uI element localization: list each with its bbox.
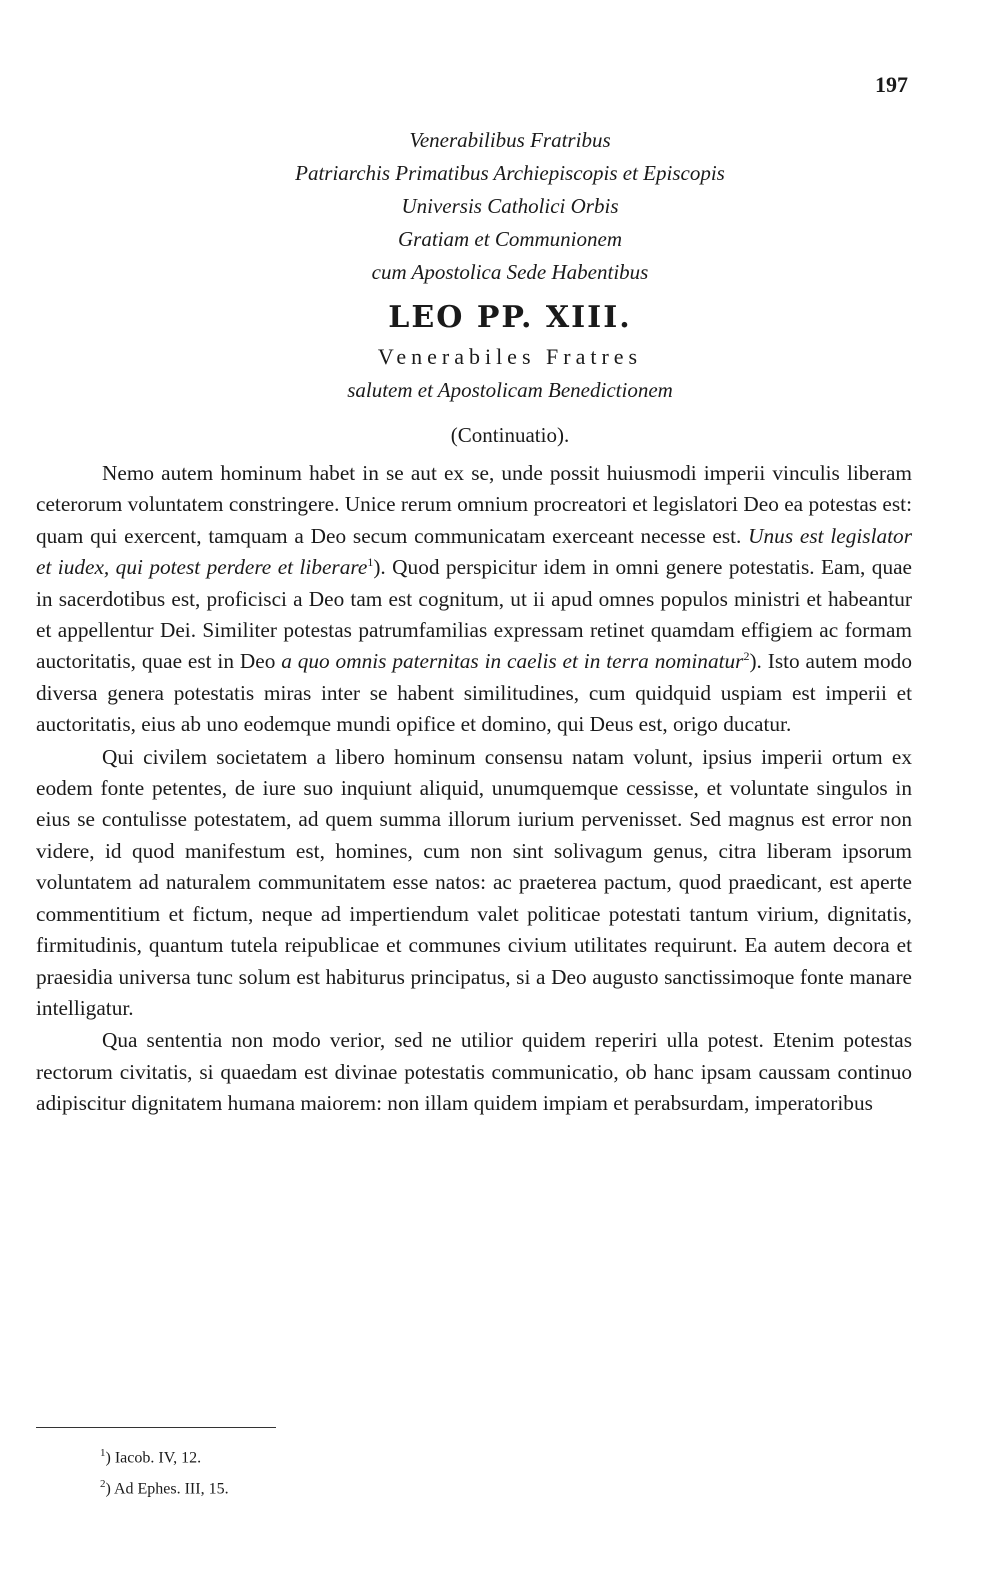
- footnote: [100, 1440, 500, 1471]
- footnote-mark: 2: [100, 1478, 106, 1491]
- body-text: [36, 458, 912, 1120]
- footnote-rule: [36, 1427, 276, 1428]
- sender-heading: LEO PP. XIII.: [388, 300, 632, 335]
- paragraph: [36, 458, 912, 741]
- scripture-quote: Unus est legislator et iudex, qui potest perdere et liberare: [36, 523, 912, 580]
- footnote-text: ) Ad Ephes. III, 15.: [105, 1480, 229, 1498]
- footnote-mark: 1: [100, 1447, 106, 1459]
- paragraph-text: Nemo autem hominum habet in se aut ex se, unde possit huiusmodi imperii vinculis liberam ceterorum voluntatem constringere. Unice rerum omnium procreatori et legislatori Deo ea potestas est: quam qui exercent, tamquam a Deo secum communicatam exerceant necesse est.: [36, 461, 912, 548]
- footnotes: [100, 1440, 500, 1503]
- address-block: [90, 124, 930, 289]
- footnote-ref: 1: [367, 555, 374, 570]
- continuation-label: (Continuatio).: [450, 423, 570, 447]
- paragraph-text: ). Quod perspicitur idem in omni genere potestatis. Eam, quae in sacerdotibus est, proficisci a Deo tam est cognitum, ut ii apud omnes populos ministri et habeantur et appellentur Dei. Similiter potestas patrumfamilias expressam retinet quamdam effigiem ac formam auctoritatis, quae est in Deo: [36, 555, 913, 674]
- paragraph-text: ). Isto autem modo diversa genera potestatis miras inter se habent similitudines, cum quidquid uspiam est imperii et auctoritatis, eius ab uno eodemque mundi opifice et domino, qui Deus est, origo ducatur.: [36, 649, 912, 737]
- footnote: [100, 1471, 500, 1502]
- footnote-text: ) Iacob. IV, 12.: [105, 1449, 202, 1467]
- salutation: [90, 340, 930, 406]
- paragraph: Qui civilem societatem a libero hominum consensu natam volunt, ipsius imperii ortum ex eodem fonte petentes, de iure suo inquiunt aliquid, unumquemque cessisse, et voluntate singulos in eius se contulisse potestatem, ad quem summa illorum iurium pervenisset. Sed magnus est error non videre, id quod manifestum est, homines, cum non sint solivagum genus, citra liberam ipsorum voluntatem ad naturalem communitatem esse natos: ac praeterea pactum, quod praedicant, est aperte commentitium et fictum, neque ad impertiendum valet politicae potestati tantum virium, dignitatis, firmitudinis, quantum tutela reipublicae et communes civium utilitates requirunt. Ea autem decora et praesidia universa tunc solum est habiturus principatus, si a Deo augusto sanctissimoque fonte manare intelligatur.: [36, 744, 912, 1020]
- paragraph: Qua sententia non modo verior, sed ne utilior quidem reperiri ulla potest. Etenim potestas rectorum civitatis, si quaedam est divinae potestatis communicatio, ob hanc ipsam caussam continuo adipiscitur dignitatem humana maiorem: non illam quidem impiam et perabsurdam, imperatoribus: [36, 1028, 912, 1116]
- salutation-fratres: Venerabiles Fratres: [377, 344, 643, 369]
- address-line: Gratiam et Communionem: [398, 227, 622, 251]
- scripture-quote: a quo omnis paternitas in caelis et in terra nominatur: [281, 649, 744, 674]
- page-number: 197: [875, 72, 908, 97]
- footnote-ref: 2: [743, 649, 750, 664]
- address-line: Patriarchis Primatibus Archiepiscopis et Episcopis: [295, 161, 725, 185]
- salutation-blessing: salutem et Apostolicam Benedictionem: [347, 378, 673, 402]
- address-line: Venerabilibus Fratribus: [409, 128, 611, 152]
- address-line: Universis Catholici Orbis: [401, 194, 619, 218]
- address-line: cum Apostolica Sede Habentibus: [371, 260, 649, 284]
